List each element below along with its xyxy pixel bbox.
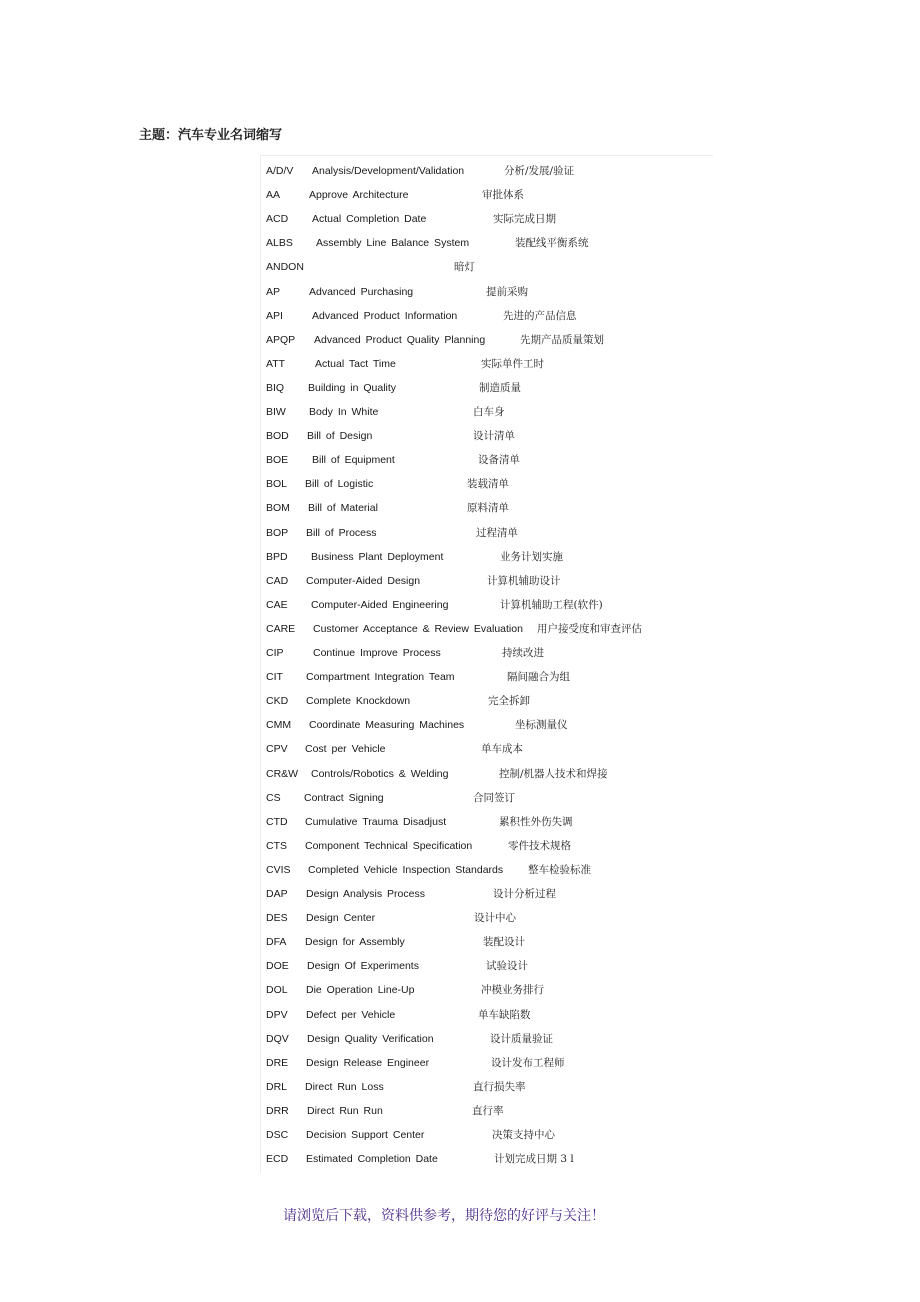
english-term-cell: Component Technical Specification (305, 839, 473, 852)
english-term-cell: Actual Completion Date (312, 213, 427, 226)
english-term-cell: Building in Quality (308, 381, 397, 394)
chinese-term-cell: 过程清单 (476, 526, 518, 539)
english-term-cell: Cost per Vehicle (305, 743, 386, 756)
abbreviation-cell: DRR (266, 1104, 289, 1117)
chinese-term-cell: 实际单件工时 (481, 357, 544, 370)
abbreviation-cell: ANDON (266, 261, 304, 274)
abbreviation-cell: BOD (266, 430, 289, 443)
footer-note: 请浏览后下载，资料供参考，期待您的好评与关注！ (283, 1208, 605, 1224)
abbreviation-cell: AA (266, 189, 281, 202)
english-term-cell: Bill of Equipment (312, 454, 395, 467)
abbreviation-cell: ATT (266, 357, 286, 370)
page-title: 主题：汽车专业名词缩写 (139, 128, 283, 143)
abbreviation-cell: CS (266, 791, 281, 804)
english-term-cell: Computer-Aided Design (306, 574, 421, 587)
abbreviation-cell: CMM (266, 719, 292, 732)
chinese-term-cell: 设备清单 (478, 454, 520, 467)
abbreviation-cell: BIW (266, 406, 286, 418)
english-term-cell: Design Of Experiments (307, 960, 419, 973)
english-term-cell: Business Plant Deployment (311, 550, 444, 563)
chinese-term-cell: 控制/机器人技术和焊接 (499, 767, 608, 780)
chinese-term-cell: 先进的产品信息 (503, 309, 577, 322)
abbreviation-cell: ACD (266, 213, 289, 226)
abbreviation-cell: CIP (266, 647, 284, 659)
chinese-term-cell: 计算机辅助工程(软件) (500, 598, 603, 611)
chinese-term-cell: 完全拆卸 (488, 695, 530, 708)
chinese-term-cell: 业务计划实施 (500, 550, 563, 563)
chinese-term-cell: 分析/发展/验证 (504, 165, 575, 177)
chinese-term-cell: 直行率 (472, 1104, 504, 1117)
abbreviation-cell: CARE (266, 622, 296, 635)
chinese-term-cell: 单车缺陷数 (478, 1008, 531, 1021)
chinese-term-cell: 零件技术规格 (508, 839, 571, 852)
abbreviation-cell: DOL (266, 984, 288, 997)
abbreviation-cell: BOE (266, 454, 289, 467)
english-term-cell: Advanced Product Information (312, 309, 458, 322)
english-term-cell: Defect per Vehicle (306, 1008, 396, 1021)
abbreviation-cell: BOL (266, 478, 288, 491)
abbreviation-cell: BIQ (266, 381, 285, 394)
chinese-term-cell: 计算机辅助设计 (487, 574, 561, 587)
english-term-cell: Cumulative Trauma Disadjust (305, 815, 447, 828)
chinese-term-cell: 实际完成日期 (493, 213, 556, 226)
english-term-cell: Coordinate Measuring Machines (309, 719, 465, 732)
abbreviation-cell: BOP (266, 526, 289, 539)
chinese-term-cell: 计划完成日期 3 l (494, 1153, 574, 1166)
chinese-term-cell: 设计质量验证 (490, 1032, 553, 1045)
english-term-cell: Computer-Aided Engineering (311, 598, 449, 611)
english-term-cell: Design for Assembly (305, 936, 405, 949)
chinese-term-cell: 白车身 (473, 406, 505, 418)
chinese-term-cell: 设计中心 (474, 912, 516, 925)
english-term-cell: Direct Run Loss (305, 1080, 384, 1093)
chinese-term-cell: 审批体系 (482, 189, 524, 202)
english-term-cell: Complete Knockdown (306, 695, 411, 708)
chinese-term-cell: 设计清单 (473, 430, 515, 443)
abbreviation-cell: CKD (266, 695, 289, 708)
abbreviation-cell: CPV (266, 743, 288, 756)
chinese-term-cell: 单车成本 (481, 743, 523, 756)
english-term-cell: Design Quality Verification (307, 1032, 434, 1045)
abbreviation-table (260, 155, 713, 1173)
english-term-cell: Contract Signing (304, 791, 384, 804)
chinese-term-cell: 装配线平衡系统 (515, 237, 589, 250)
abbreviation-cell: BOM (266, 502, 290, 515)
chinese-term-cell: 制造质量 (479, 381, 521, 394)
english-term-cell: Approve Architecture (309, 189, 409, 202)
chinese-term-cell: 隔间融合为组 (507, 671, 570, 684)
english-term-cell: Design Release Engineer (306, 1056, 430, 1069)
abbreviation-cell: DSC (266, 1129, 289, 1141)
chinese-term-cell: 决策支持中心 (492, 1129, 555, 1141)
abbreviation-cell: DRL (266, 1080, 288, 1093)
chinese-term-cell: 持续改进 (502, 647, 544, 659)
abbreviation-cell: DRE (266, 1056, 289, 1069)
abbreviation-cell: BPD (266, 550, 288, 563)
abbreviation-cell: CAD (266, 574, 289, 587)
abbreviation-cell: DOE (266, 960, 289, 973)
chinese-term-cell: 先期产品质量策划 (520, 333, 604, 346)
chinese-term-cell: 冲模业务排行 (481, 984, 544, 997)
chinese-term-cell: 设计发布工程师 (491, 1056, 565, 1069)
abbreviation-cell: DPV (266, 1008, 288, 1021)
english-term-cell: Decision Support Center (306, 1129, 425, 1141)
abbreviation-cell: A/D/V (266, 165, 294, 177)
english-term-cell: Bill of Material (308, 502, 378, 515)
english-term-cell: Controls/Robotics & Welding (311, 767, 449, 780)
english-term-cell: Customer Acceptance & Review Evaluation (313, 622, 523, 635)
abbreviation-cell: CTD (266, 815, 288, 828)
english-term-cell: Advanced Purchasing (309, 285, 414, 298)
english-term-cell: Advanced Product Quality Planning (314, 333, 486, 346)
abbreviation-cell: CAE (266, 598, 288, 611)
abbreviation-cell: CR&W (266, 767, 299, 780)
chinese-term-cell: 暗灯 (454, 261, 475, 274)
chinese-term-cell: 用户接受度和审查评估 (537, 622, 642, 635)
chinese-term-cell: 原料清单 (467, 502, 509, 515)
chinese-term-cell: 装载清单 (467, 478, 509, 491)
chinese-term-cell: 设计分析过程 (493, 888, 556, 900)
abbreviation-cell: ALBS (266, 237, 293, 250)
abbreviation-cell: AP (266, 285, 281, 298)
abbreviation-cell: CIT (266, 671, 283, 684)
chinese-term-cell: 试验设计 (486, 960, 528, 973)
chinese-term-cell: 装配设计 (483, 936, 525, 949)
chinese-term-cell: 提前采购 (486, 285, 528, 298)
english-term-cell: Continue Improve Process (313, 647, 441, 659)
abbreviation-cell: API (266, 309, 283, 322)
english-term-cell: Design Analysis Process (306, 888, 425, 900)
chinese-term-cell: 合同签订 (473, 791, 515, 804)
english-term-cell: Analysis/Development/Validation (312, 165, 465, 177)
abbreviation-cell: DES (266, 912, 288, 925)
chinese-term-cell: 坐标测量仪 (515, 719, 568, 732)
abbreviation-cell: CTS (266, 839, 287, 852)
chinese-term-cell: 整车检验标准 (528, 863, 591, 876)
abbreviation-cell: DFA (266, 936, 287, 949)
chinese-term-cell: 累积性外伤失调 (499, 815, 573, 828)
english-term-cell: Body In White (309, 406, 379, 418)
abbreviation-cell: ECD (266, 1153, 289, 1166)
english-term-cell: Actual Tact Time (315, 357, 396, 370)
abbreviation-cell: DAP (266, 888, 288, 900)
english-term-cell: Bill of Process (306, 526, 377, 539)
english-term-cell: Compartment Integration Team (306, 671, 455, 684)
abbreviation-cell: APQP (266, 333, 296, 346)
abbreviation-cell: DQV (266, 1032, 289, 1045)
english-term-cell: Bill of Logistic (305, 478, 374, 491)
english-term-cell: Direct Run Run (307, 1104, 383, 1117)
english-term-cell: Assembly Line Balance System (316, 237, 470, 250)
chinese-term-cell: 直行损失率 (473, 1080, 526, 1093)
english-term-cell: Design Center (306, 912, 376, 925)
english-term-cell: Completed Vehicle Inspection Standards (308, 863, 504, 876)
abbreviation-cell: CVIS (266, 863, 291, 876)
english-term-cell: Die Operation Line-Up (306, 984, 415, 997)
english-term-cell: Bill of Design (307, 430, 373, 443)
english-term-cell: Estimated Completion Date (306, 1153, 438, 1166)
